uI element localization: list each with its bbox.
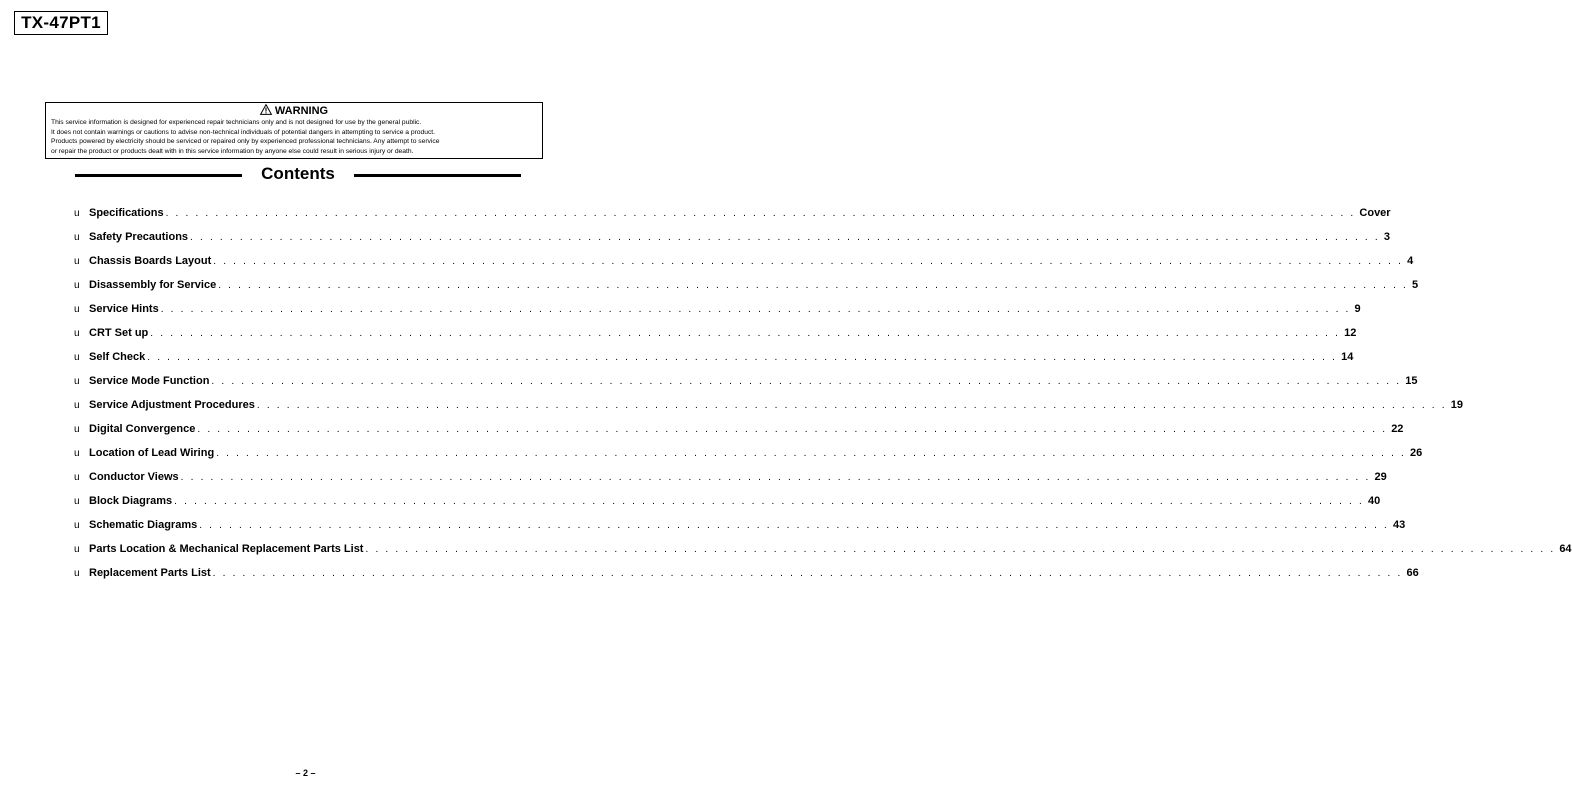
toc-leader-dots: . . . . . . . . . . . . . . . . . . . . . . . . . . . . . . . . . . . . . . . . . . . . . . . . . . . . . . . . . . . . . . . . . . . . . . . . . . . . . . . . . . . . . . . . . . . . . . . . . . . . . . . . . . . . . . . . . . . . . . . . <box>365 544 1556 555</box>
toc-item[interactable] <box>74 492 1381 516</box>
toc-item-page: 12 <box>1344 327 1357 339</box>
toc-leader-dots: . . . . . . . . . . . . . . . . . . . . . . . . . . . . . . . . . . . . . . . . . . . . . . . . . . . . . . . . . . . . . . . . . . . . . . . . . . . . . . . . . . . . . . . . . . . . . . . . . . . . . . . . . . . . . . . . . . . . . . . . <box>147 352 1338 363</box>
toc-item-title: Parts Location & Mechanical Replacement Parts List <box>89 543 364 555</box>
toc-item-title: Service Hints <box>89 303 159 315</box>
toc-item-title: Specifications <box>89 207 164 219</box>
toc-leader-dots: . . . . . . . . . . . . . . . . . . . . . . . . . . . . . . . . . . . . . . . . . . . . . . . . . . . . . . . . . . . . . . . . . . . . . . . . . . . . . . . . . . . . . . . . . . . . . . . . . . . . . . . . . . . . . . . . . . . . . . . . <box>150 328 1341 339</box>
toc-leader-dots: . . . . . . . . . . . . . . . . . . . . . . . . . . . . . . . . . . . . . . . . . . . . . . . . . . . . . . . . . . . . . . . . . . . . . . . . . . . . . . . . . . . . . . . . . . . . . . . . . . . . . . . . . . . . . . . . . . . . . . . . <box>165 208 1356 219</box>
toc-item[interactable] <box>74 300 1361 324</box>
toc-bullet: u <box>74 280 80 291</box>
toc-item-title: Replacement Parts List <box>89 567 211 579</box>
toc-bullet: u <box>74 568 80 579</box>
toc-bullet: u <box>74 472 80 483</box>
toc-item[interactable] <box>74 348 1354 372</box>
toc-leader-dots: . . . . . . . . . . . . . . . . . . . . . . . . . . . . . . . . . . . . . . . . . . . . . . . . . . . . . . . . . . . . . . . . . . . . . . . . . . . . . . . . . . . . . . . . . . . . . . . . . . . . . . . . . . . . . . . . . . . . . . . . <box>190 232 1380 243</box>
toc-item[interactable] <box>74 252 1414 276</box>
toc-item[interactable] <box>74 372 1418 396</box>
toc-item[interactable] <box>74 276 1419 300</box>
toc-bullet: u <box>74 256 80 267</box>
toc-bullet: u <box>74 352 80 363</box>
toc-leader-dots: . . . . . . . . . . . . . . . . . . . . . . . . . . . . . . . . . . . . . . . . . . . . . . . . . . . . . . . . . . . . . . . . . . . . . . . . . . . . . . . . . . . . . . . . . . . . . . . . . . . . . . . . . . . . . . . . . . . . . . . . <box>213 256 1404 267</box>
toc-item-page: 22 <box>1391 423 1404 435</box>
toc-leader-dots: . . . . . . . . . . . . . . . . . . . . . . . . . . . . . . . . . . . . . . . . . . . . . . . . . . . . . . . . . . . . . . . . . . . . . . . . . . . . . . . . . . . . . . . . . . . . . . . . . . . . . . . . . . . . . . . . . . . . . . . . <box>211 376 1402 387</box>
toc-leader-dots: . . . . . . . . . . . . . . . . . . . . . . . . . . . . . . . . . . . . . . . . . . . . . . . . . . . . . . . . . . . . . . . . . . . . . . . . . . . . . . . . . . . . . . . . . . . . . . . . . . . . . . . . . . . . . . . . . . . . . . . . <box>212 568 1403 579</box>
toc-item-page: 14 <box>1341 351 1354 363</box>
toc-item-title: Self Check <box>89 351 146 363</box>
toc-item[interactable] <box>74 564 1419 588</box>
toc-item[interactable] <box>74 420 1404 444</box>
warning-heading <box>51 104 537 118</box>
toc-item-page: 15 <box>1405 375 1418 387</box>
toc-bullet: u <box>74 400 80 411</box>
toc-leader-dots: . . . . . . . . . . . . . . . . . . . . . . . . . . . . . . . . . . . . . . . . . . . . . . . . . . . . . . . . . . . . . . . . . . . . . . . . . . . . . . . . . . . . . . . . . . . . . . . . . . . . . . . . . . . . . . . . . . . . . . . . <box>199 520 1390 531</box>
toc-item-title: Conductor Views <box>89 471 179 483</box>
toc-item-page: Cover <box>1359 207 1391 219</box>
warning-box <box>45 102 543 159</box>
toc-bullet: u <box>74 376 80 387</box>
toc-bullet: u <box>74 496 80 507</box>
warning-line-1: This service information is designed for experienced repair technicians only and is not designed for use by the general public. <box>51 119 422 126</box>
toc-bullet: u <box>74 208 80 219</box>
toc-item-title: Chassis Boards Layout <box>89 255 212 267</box>
toc-item-title: Digital Convergence <box>89 423 196 435</box>
toc-item[interactable] <box>74 396 1463 420</box>
toc-item-page: 66 <box>1406 567 1419 579</box>
toc-item-title: Location of Lead Wiring <box>89 447 215 459</box>
toc-leader-dots: . . . . . . . . . . . . . . . . . . . . . . . . . . . . . . . . . . . . . . . . . . . . . . . . . . . . . . . . . . . . . . . . . . . . . . . . . . . . . . . . . . . . . . . . . . . . . . . . . . . . . . . . . . . . . . . . . . . . . . . . <box>197 424 1388 435</box>
warning-triangle-icon <box>260 104 272 119</box>
toc-item-page: 9 <box>1354 303 1361 315</box>
toc-bullet: u <box>74 520 80 531</box>
toc-item[interactable] <box>74 444 1423 468</box>
warning-title: WARNING <box>274 105 329 117</box>
table-of-contents <box>74 204 1572 588</box>
contents-rule-right <box>354 174 521 177</box>
warning-line-3: Products powered by electricity should be serviced or repaired only by experienced professional technicians. Any attempt to service <box>51 138 440 145</box>
toc-item-title: Service Adjustment Procedures <box>89 399 255 411</box>
toc-bullet: u <box>74 328 80 339</box>
toc-leader-dots: . . . . . . . . . . . . . . . . . . . . . . . . . . . . . . . . . . . . . . . . . . . . . . . . . . . . . . . . . . . . . . . . . . . . . . . . . . . . . . . . . . . . . . . . . . . . . . . . . . . . . . . . . . . . . . . . . . . . . . . . <box>256 400 1447 411</box>
toc-item-page: 64 <box>1559 543 1572 555</box>
toc-bullet: u <box>74 424 80 435</box>
model-number: TX-47PT1 <box>14 11 108 35</box>
toc-item-page: 4 <box>1407 255 1414 267</box>
toc-leader-dots: . . . . . . . . . . . . . . . . . . . . . . . . . . . . . . . . . . . . . . . . . . . . . . . . . . . . . . . . . . . . . . . . . . . . . . . . . . . . . . . . . . . . . . . . . . . . . . . . . . . . . . . . . . . . . . . . . . . . . . . . <box>218 280 1409 291</box>
toc-item-title: Disassembly for Service <box>89 279 217 291</box>
toc-leader-dots: . . . . . . . . . . . . . . . . . . . . . . . . . . . . . . . . . . . . . . . . . . . . . . . . . . . . . . . . . . . . . . . . . . . . . . . . . . . . . . . . . . . . . . . . . . . . . . . . . . . . . . . . . . . . . . . . . . . . . . . . <box>216 448 1407 459</box>
toc-bullet: u <box>74 304 80 315</box>
warning-line-4: or repair the product or products dealt with in this service information by anyone else could result in serious injury or death. <box>51 147 414 155</box>
page-number: – 2 – <box>295 768 316 778</box>
toc-item[interactable] <box>74 228 1390 252</box>
toc-bullet: u <box>74 544 80 555</box>
toc-item-title: Block Diagrams <box>89 495 173 507</box>
toc-item-page: 40 <box>1367 495 1381 507</box>
toc-item-page: 5 <box>1412 279 1419 291</box>
contents-heading <box>75 163 521 185</box>
toc-item-page: 29 <box>1374 471 1387 483</box>
toc-item[interactable] <box>74 324 1357 348</box>
toc-item-page: 26 <box>1410 447 1423 459</box>
toc-leader-dots: . . . . . . . . . . . . . . . . . . . . . . . . . . . . . . . . . . . . . . . . . . . . . . . . . . . . . . . . . . . . . . . . . . . . . . . . . . . . . . . . . . . . . . . . . . . . . . . . . . . . . . . . . . . . . . . . . . . . . . . . <box>174 496 1364 507</box>
contents-title: Contents <box>261 164 335 183</box>
toc-bullet: u <box>74 448 80 459</box>
toc-item-page: 43 <box>1393 519 1406 531</box>
toc-item-title: Service Mode Function <box>89 375 210 387</box>
toc-item[interactable] <box>74 468 1387 492</box>
toc-item-page: 19 <box>1450 399 1463 411</box>
warning-line-2: It does not contain warnings or cautions to advise non-technical individuals of potential dangers in attempting to service a product. <box>51 128 436 136</box>
toc-item[interactable] <box>74 516 1406 540</box>
toc-bullet: u <box>74 232 80 243</box>
toc-item-page: 3 <box>1383 231 1390 243</box>
toc-item-title: Safety Precautions <box>89 231 189 243</box>
toc-leader-dots: . . . . . . . . . . . . . . . . . . . . . . . . . . . . . . . . . . . . . . . . . . . . . . . . . . . . . . . . . . . . . . . . . . . . . . . . . . . . . . . . . . . . . . . . . . . . . . . . . . . . . . . . . . . . . . . . . . . . . . . . <box>180 472 1371 483</box>
toc-item-title: Schematic Diagrams <box>89 519 198 531</box>
toc-item[interactable] <box>74 540 1572 564</box>
toc-item-title: CRT Set up <box>89 327 149 339</box>
toc-item[interactable] <box>74 204 1391 228</box>
toc-leader-dots: . . . . . . . . . . . . . . . . . . . . . . . . . . . . . . . . . . . . . . . . . . . . . . . . . . . . . . . . . . . . . . . . . . . . . . . . . . . . . . . . . . . . . . . . . . . . . . . . . . . . . . . . . . . . . . . . . . . . . . . . <box>160 304 1351 315</box>
